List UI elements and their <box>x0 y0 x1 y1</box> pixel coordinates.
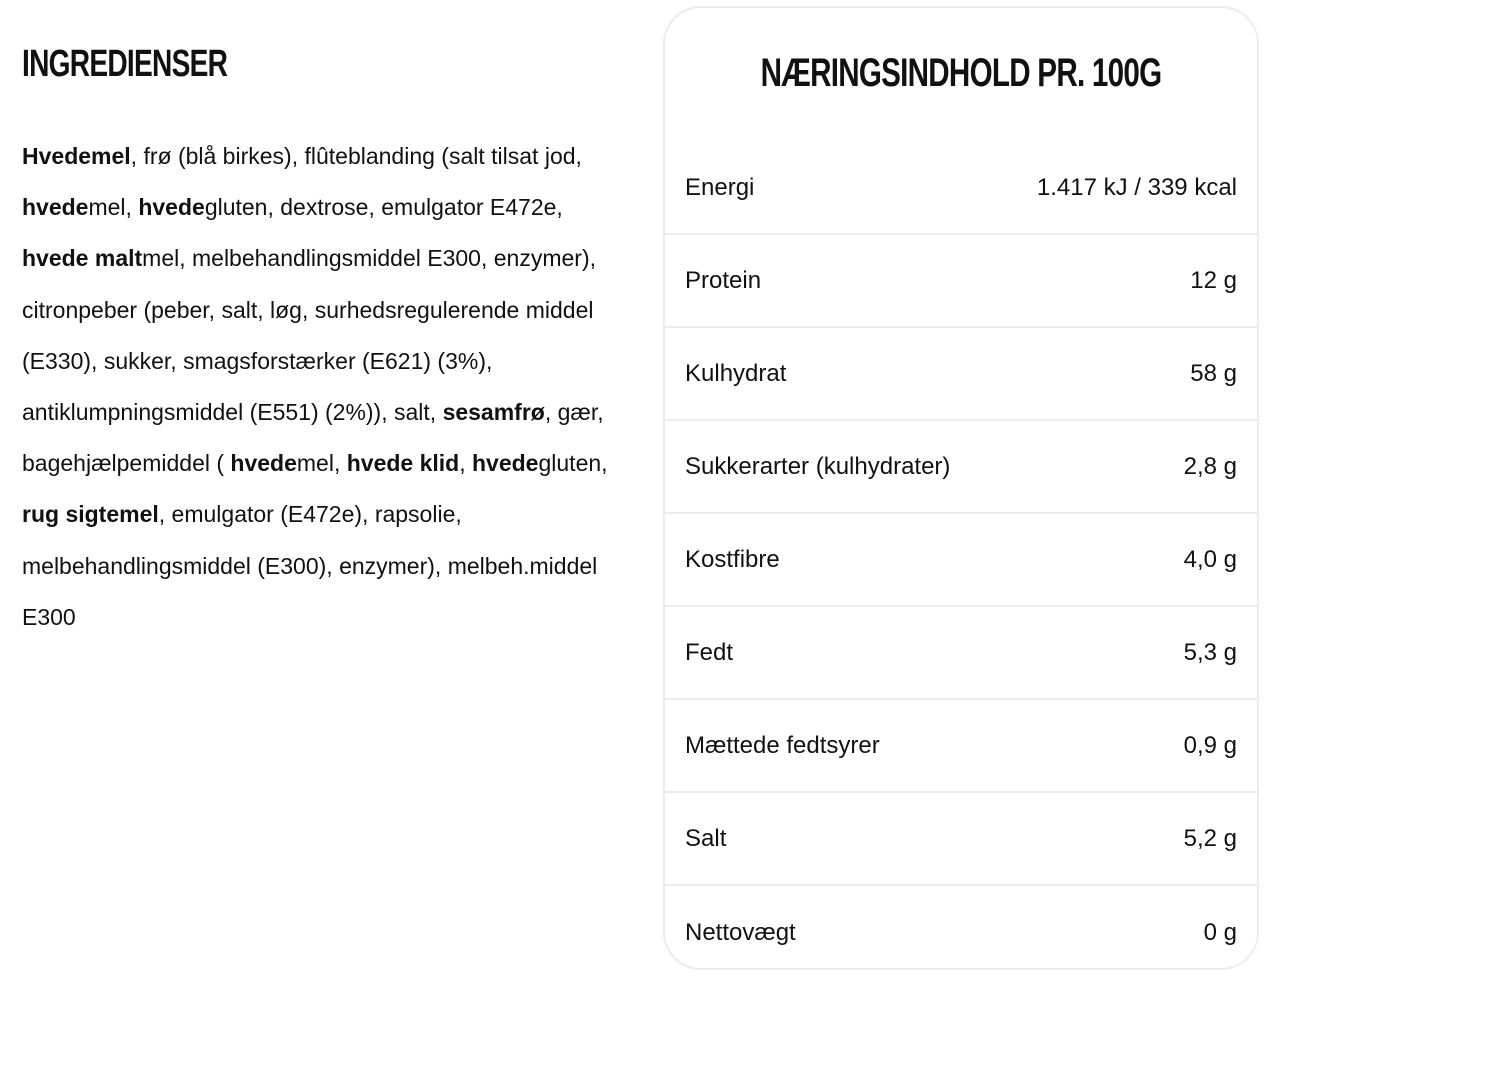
ingredient-text: , emulgator (E472e), rapsolie, melbehandlingsmiddel (E300), enzymer), melbeh.middel E300 <box>22 501 598 630</box>
nutrition-panel <box>663 6 1259 970</box>
nutrition-value: 58 g <box>1190 359 1237 387</box>
nutrition-value: 5,2 g <box>1183 824 1237 852</box>
nutrition-value: 0,9 g <box>1183 731 1237 759</box>
ingredient-text: mel, <box>296 450 347 477</box>
allergen-text: hvede <box>22 194 89 221</box>
nutrition-value: 4,0 g <box>1183 545 1237 573</box>
allergen-text: hvede <box>138 194 205 221</box>
allergen-text: hvede klid <box>346 450 460 477</box>
nutrition-value: 1.417 kJ / 339 kcal <box>1036 173 1237 201</box>
ingredients-text <box>22 131 632 643</box>
ingredient-text: , gær, bagehjælpemiddel ( <box>22 399 604 477</box>
nutrition-row <box>665 421 1257 514</box>
allergen-text: hvede <box>472 450 539 477</box>
nutrition-value: 5,3 g <box>1183 638 1237 666</box>
nutrition-label: Kulhydrat <box>685 359 787 387</box>
nutrition-row <box>665 142 1257 235</box>
nutrition-label: Mættede fedtsyrer <box>685 731 880 759</box>
allergen-text: hvede <box>230 450 297 477</box>
nutrition-value: 12 g <box>1190 266 1237 294</box>
nutrition-label: Kostfibre <box>685 545 780 573</box>
ingredient-text: gluten, dextrose, emulgator E472e, <box>204 194 563 221</box>
nutrition-label: Salt <box>685 824 727 852</box>
allergen-text: Hvedemel <box>22 143 131 169</box>
ingredient-text: mel, <box>88 194 139 221</box>
nutrition-value: 0 g <box>1203 918 1237 946</box>
nutrition-row <box>665 235 1257 328</box>
nutrition-row <box>665 514 1257 607</box>
ingredient-text: , frø (blå birkes), flûteblanding (salt tilsat jod, <box>130 143 582 169</box>
allergen-text: rug sigtemel <box>22 501 159 528</box>
ingredients-section <box>22 40 632 643</box>
nutrition-row <box>665 607 1257 700</box>
ingredient-text: mel, melbehandlingsmiddel E300, enzymer), citronpeber (peber, salt, løg, surhedsregulerende middel (E330), sukker, smagsforstærker (E621) (3%), antiklumpningsmiddel (E551) (2%)), salt, <box>22 245 596 426</box>
allergen-text: hvede malt <box>22 245 143 272</box>
ingredient-text: gluten, <box>538 450 608 477</box>
nutrition-label: Nettovægt <box>685 918 796 946</box>
nutrition-value: 2,8 g <box>1183 452 1237 480</box>
nutrition-label: Fedt <box>685 638 734 666</box>
nutrition-row <box>665 886 1257 970</box>
nutrition-table <box>665 142 1257 970</box>
nutrition-title: NÆRINGSINDHOLD PR. 100G <box>760 51 1162 95</box>
allergen-text: sesamfrø <box>442 399 545 426</box>
nutrition-row <box>665 700 1257 793</box>
nutrition-label: Sukkerarter (kulhydrater) <box>685 452 951 480</box>
nutrition-row <box>665 328 1257 421</box>
nutrition-row <box>665 793 1257 886</box>
ingredients-heading: INGREDIENSER <box>22 43 228 85</box>
nutrition-label: Energi <box>685 173 755 201</box>
ingredient-text: , <box>459 450 472 477</box>
nutrition-label: Protein <box>685 266 762 294</box>
